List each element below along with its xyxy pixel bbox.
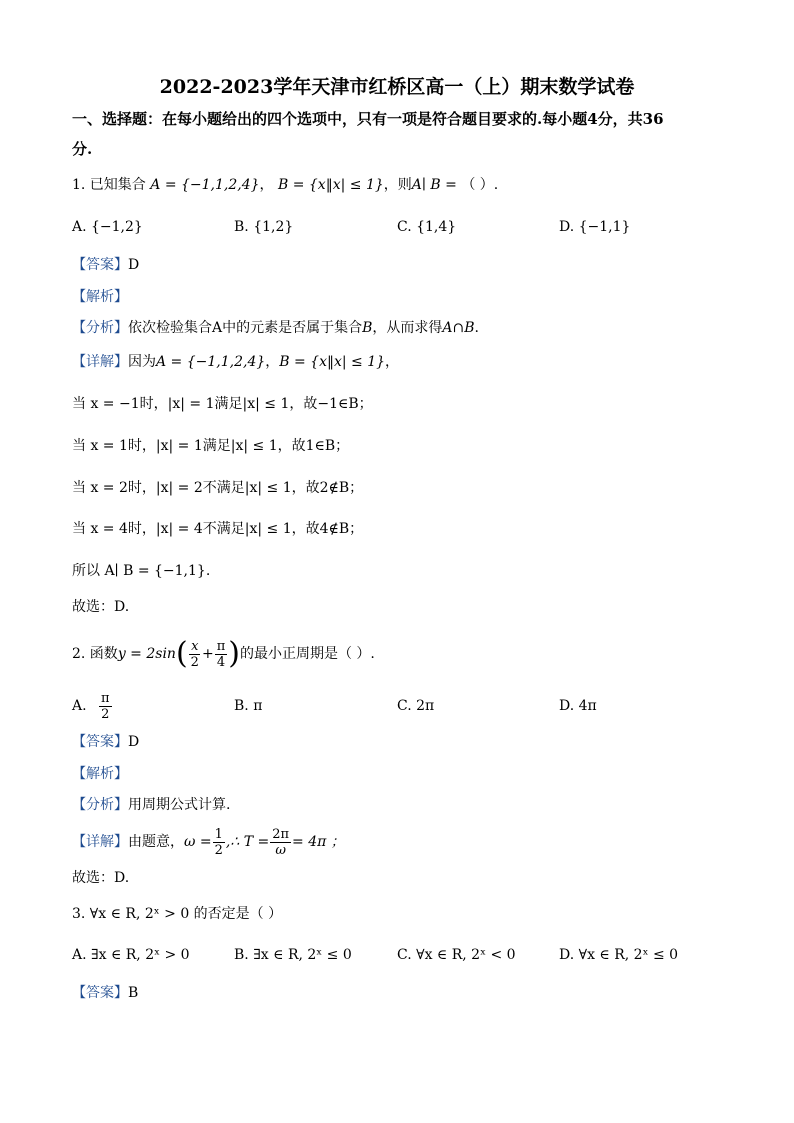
q1-step-1: 当 x = −1时，|x| = 1满足|x| ≤ 1，故−1∈B； [72,396,373,412]
q3-option-a: A. ∃x ∈ R, 2ˣ > 0 [72,947,190,963]
q1-step-4: 当 x = 4时，|x| = 4不满足|x| ≤ 1，故4∉B； [72,521,364,537]
q3-option-c: C. ∀x ∈ R, 2ˣ < 0 [397,947,516,963]
q1-set-b: B = {x‖x| ≤ 1} [277,177,384,193]
q2-stem: 2. 函数y = 2sin( $\frac{x}{2}$ + $\frac{\pi}{4}$ )的最小正周期是（ ）. [72,636,375,671]
q2-answer: 【答案】D [72,734,140,750]
q1-option-b: B. {1,2} [234,219,294,235]
q2-option-c: C. 2π [397,698,435,714]
q1-answer: 【答案】D [72,257,140,273]
q3-answer: 【答案】B [72,985,139,1001]
q2-option-d: D. 4π [559,698,597,714]
q2-option-b: B. π [234,698,263,714]
answer-label: 【答案】 [72,257,128,273]
q1-set-a: A = {−1,1,2,4} [150,177,260,193]
q1-option-d: D. {−1,1} [559,219,631,235]
q1-expr: A∣ B = [411,177,457,193]
q1-conclusion: 所以 A∣ B = {−1,1}. [72,563,211,579]
q2-detail: 【详解】由题意，ω = $\frac{1}{2}$ ,∴ T = $\frac{2\pi}{\omega}$ = 4π ； [72,826,345,858]
q1-option-a: A. {−1,2} [72,219,143,235]
q1-choose: 故选：D. [72,599,130,615]
q1-fenxi: 【分析】依次检验集合A中的元素是否属于集合B，从而求得A∩B. [72,320,479,336]
q1-option-c: C. {1,4} [397,219,457,235]
section-heading-line2: 分. [72,140,93,158]
page-title: 2022-2023学年天津市红桥区高一（上）期末数学试卷 [159,76,635,98]
q1-detail: 【详解】因为A = {−1,1,2,4}，B = {x‖x| ≤ 1}， [72,354,400,370]
section-heading-line1: 一、选择题：在每小题给出的四个选项中，只有一项是符合题目要求的.每小题4分，共36 [72,110,664,128]
q1-step-2: 当 x = 1时，|x| = 1满足|x| ≤ 1，故1∈B； [72,438,350,454]
q3-stem: 3. ∀x ∈ R, 2ˣ > 0 的否定是（ ） [72,906,283,922]
q2-option-a: A. $\frac{\pi}{2}$ [72,690,110,722]
q2-analysis-label: 【解析】 [72,766,128,782]
q1-step-3: 当 x = 2时，|x| = 2不满足|x| ≤ 1，故2∉B； [72,480,364,496]
q3-option-d: D. ∀x ∈ R, 2ˣ ≤ 0 [559,947,679,963]
q2-fenxi: 【分析】用周期公式计算. [72,797,231,813]
q3-option-b: B. ∃x ∈ R, 2ˣ ≤ 0 [234,947,352,963]
q1-analysis-label: 【解析】 [72,289,128,305]
q2-choose: 故选：D. [72,870,130,886]
q1-stem: 1. 已知集合 A = {−1,1,2,4}， B = {x‖x| ≤ 1}，则A∣ B = （ ）. [72,177,499,193]
